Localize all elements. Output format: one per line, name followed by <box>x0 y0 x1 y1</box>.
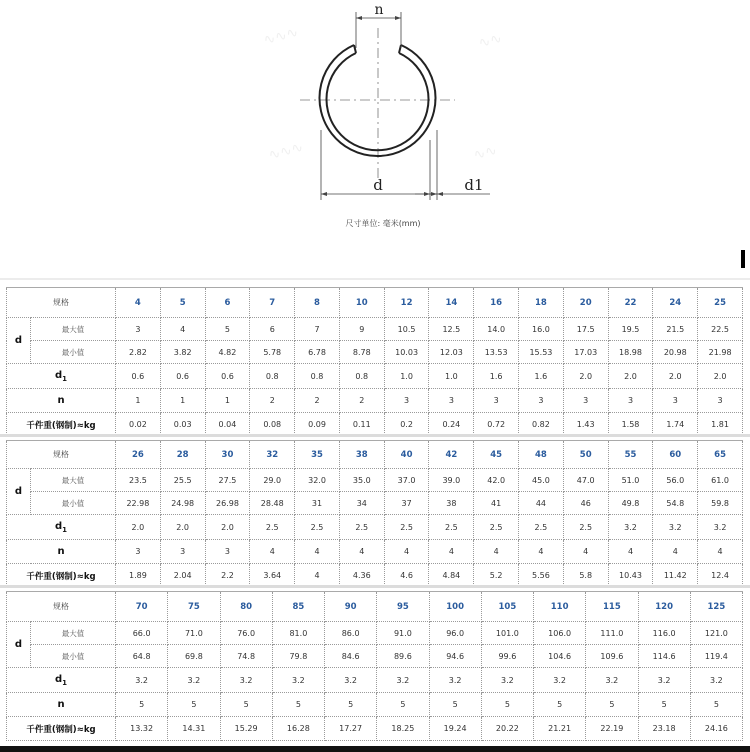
d-label: d <box>7 318 31 364</box>
table-row <box>7 341 743 364</box>
d1-label: $d_1$ <box>7 515 116 540</box>
d-max-cell: 16.0 <box>519 318 564 341</box>
n-cell: 1 <box>205 389 250 413</box>
weight-cell: 15.29 <box>220 717 272 741</box>
table-row <box>7 668 743 693</box>
weight-label: 千件重(钢制)≈kg <box>7 413 116 437</box>
weight-cell: 5.8 <box>563 564 608 588</box>
weight-cell: 4.36 <box>339 564 384 588</box>
size-cell: 85 <box>272 592 324 622</box>
size-cell: 22 <box>608 288 653 318</box>
n-cell: 4 <box>384 540 429 564</box>
weight-cell: 5.2 <box>474 564 519 588</box>
d-min-cell: 59.8 <box>698 492 743 515</box>
weight-cell: 22.19 <box>586 717 638 741</box>
n-cell: 3 <box>384 389 429 413</box>
table-row <box>7 389 743 413</box>
d-min-cell: 13.53 <box>474 341 519 364</box>
size-cell: 7 <box>250 288 295 318</box>
n-cell: 4 <box>295 540 340 564</box>
weight-cell: 12.4 <box>698 564 743 588</box>
weight-cell: 17.27 <box>325 717 377 741</box>
d1-cell: 0.6 <box>205 364 250 389</box>
d-max-cell: 10.5 <box>384 318 429 341</box>
weight-cell: 1.81 <box>698 413 743 437</box>
d1-cell: 1.6 <box>474 364 519 389</box>
n-cell: 5 <box>429 693 481 717</box>
weight-cell: 18.25 <box>377 717 429 741</box>
size-cell: 26 <box>116 441 161 469</box>
d1-cell: 0.6 <box>160 364 205 389</box>
table-row <box>7 540 743 564</box>
spec-header: 规格 <box>7 441 116 469</box>
d-min-cell: 38 <box>429 492 474 515</box>
d-min-cell: 34 <box>339 492 384 515</box>
d1-cell: 3.2 <box>638 668 690 693</box>
n-cell: 4 <box>608 540 653 564</box>
n-cell: 4 <box>250 540 295 564</box>
size-cell: 45 <box>474 441 519 469</box>
d1-cell: 2.5 <box>384 515 429 540</box>
d1-cell: 2.0 <box>698 364 743 389</box>
d-min-cell: 109.6 <box>586 645 638 668</box>
d1-cell: 1.0 <box>429 364 474 389</box>
weight-cell: 2.04 <box>160 564 205 588</box>
d-max-cell: 6 <box>250 318 295 341</box>
d-min-cell: 4.82 <box>205 341 250 364</box>
d-min-cell: 46 <box>563 492 608 515</box>
n-cell: 5 <box>586 693 638 717</box>
divider <box>0 434 750 437</box>
size-cell: 65 <box>698 441 743 469</box>
weight-cell: 24.16 <box>690 717 742 741</box>
d-max-cell: 23.5 <box>116 469 161 492</box>
d1-cell: 2.0 <box>205 515 250 540</box>
d-min-cell: 54.8 <box>653 492 698 515</box>
unit-caption: 尺寸单位: 毫米(mm) <box>345 219 421 228</box>
d-max-cell: 27.5 <box>205 469 250 492</box>
d-min-cell: 74.8 <box>220 645 272 668</box>
d-max-cell: 7 <box>295 318 340 341</box>
d-min-cell: 2.82 <box>116 341 161 364</box>
d-min-cell: 49.8 <box>608 492 653 515</box>
d1-cell: 3.2 <box>272 668 324 693</box>
d-max-cell: 47.0 <box>563 469 608 492</box>
d-max-cell: 29.0 <box>250 469 295 492</box>
d-max-cell: 17.5 <box>563 318 608 341</box>
d-min-cell: 24.98 <box>160 492 205 515</box>
n-cell: 3 <box>429 389 474 413</box>
d-min-cell: 12.03 <box>429 341 474 364</box>
d-min-cell: 18.98 <box>608 341 653 364</box>
label-d1: d1 <box>464 176 484 194</box>
d1-cell: 3.2 <box>534 668 586 693</box>
d-max-cell: 4 <box>160 318 205 341</box>
n-cell: 3 <box>563 389 608 413</box>
d-min-cell: 69.8 <box>168 645 220 668</box>
spec-table-3 <box>6 591 743 741</box>
size-cell: 60 <box>653 441 698 469</box>
weight-cell: 1.89 <box>116 564 161 588</box>
d1-cell: 3.2 <box>220 668 272 693</box>
d1-cell: 2.5 <box>250 515 295 540</box>
n-cell: 3 <box>698 389 743 413</box>
weight-cell: 23.18 <box>638 717 690 741</box>
weight-cell: 0.03 <box>160 413 205 437</box>
n-cell: 4 <box>653 540 698 564</box>
d1-cell: 3.2 <box>653 515 698 540</box>
size-cell: 25 <box>698 288 743 318</box>
d-max-cell: 25.5 <box>160 469 205 492</box>
size-cell: 105 <box>481 592 533 622</box>
d-label: d <box>7 469 31 515</box>
d-max-cell: 121.0 <box>690 622 742 645</box>
weight-cell: 4.84 <box>429 564 474 588</box>
d-max-cell: 5 <box>205 318 250 341</box>
d1-cell: 2.0 <box>608 364 653 389</box>
min-label: 最小值 <box>31 341 116 364</box>
size-cell: 40 <box>384 441 429 469</box>
d-min-cell: 20.98 <box>653 341 698 364</box>
d1-cell: 3.2 <box>377 668 429 693</box>
weight-cell: 5.56 <box>519 564 564 588</box>
size-cell: 32 <box>250 441 295 469</box>
d1-cell: 3.2 <box>168 668 220 693</box>
weight-cell: 1.58 <box>608 413 653 437</box>
d-max-cell: 19.5 <box>608 318 653 341</box>
size-cell: 20 <box>563 288 608 318</box>
d-max-cell: 51.0 <box>608 469 653 492</box>
spec-header: 规格 <box>7 288 116 318</box>
d-min-cell: 119.4 <box>690 645 742 668</box>
weight-cell: 1.74 <box>653 413 698 437</box>
d-min-cell: 3.82 <box>160 341 205 364</box>
n-cell: 3 <box>474 389 519 413</box>
weight-cell: 0.72 <box>474 413 519 437</box>
size-cell: 4 <box>116 288 161 318</box>
weight-cell: 14.31 <box>168 717 220 741</box>
n-cell: 4 <box>429 540 474 564</box>
table-row <box>7 693 743 717</box>
d-label: d <box>7 622 31 668</box>
size-cell: 100 <box>429 592 481 622</box>
n-cell: 3 <box>653 389 698 413</box>
size-cell: 16 <box>474 288 519 318</box>
n-cell: 3 <box>205 540 250 564</box>
d-max-cell: 106.0 <box>534 622 586 645</box>
size-cell: 35 <box>295 441 340 469</box>
n-cell: 5 <box>220 693 272 717</box>
size-cell: 48 <box>519 441 564 469</box>
d-min-cell: 28.48 <box>250 492 295 515</box>
d1-cell: 3.2 <box>698 515 743 540</box>
spec-table-2 <box>6 440 743 588</box>
d1-cell: 1.6 <box>519 364 564 389</box>
size-cell: 18 <box>519 288 564 318</box>
size-cell: 110 <box>534 592 586 622</box>
table-row <box>7 622 743 645</box>
d-max-cell: 32.0 <box>295 469 340 492</box>
table-row <box>7 645 743 668</box>
d1-cell: 3.2 <box>608 515 653 540</box>
d-min-cell: 21.98 <box>698 341 743 364</box>
n-cell: 2 <box>295 389 340 413</box>
n-cell: 5 <box>534 693 586 717</box>
d-min-cell: 37 <box>384 492 429 515</box>
d1-cell: 1.0 <box>384 364 429 389</box>
d-max-cell: 3 <box>116 318 161 341</box>
d1-cell: 2.5 <box>339 515 384 540</box>
min-label: 最小值 <box>31 645 116 668</box>
d-max-cell: 66.0 <box>116 622 168 645</box>
svg-text:∿∿: ∿∿ <box>471 142 499 164</box>
d-min-cell: 41 <box>474 492 519 515</box>
watermark <box>262 24 504 164</box>
table-row <box>7 288 743 318</box>
edge-marker <box>741 250 745 268</box>
weight-cell: 2.2 <box>205 564 250 588</box>
size-cell: 70 <box>116 592 168 622</box>
spec-header: 规格 <box>7 592 116 622</box>
table-row <box>7 717 743 741</box>
d-min-cell: 89.6 <box>377 645 429 668</box>
weight-cell: 0.02 <box>116 413 161 437</box>
weight-cell: 0.04 <box>205 413 250 437</box>
table-row <box>7 364 743 389</box>
d-max-cell: 76.0 <box>220 622 272 645</box>
d1-cell: 2.5 <box>295 515 340 540</box>
bottom-border <box>0 746 750 752</box>
table-row <box>7 515 743 540</box>
d-max-cell: 71.0 <box>168 622 220 645</box>
d-max-cell: 22.5 <box>698 318 743 341</box>
d1-label: $d_1$ <box>7 668 116 693</box>
d-max-cell: 45.0 <box>519 469 564 492</box>
svg-text:∿∿∿: ∿∿∿ <box>266 139 306 164</box>
n-cell: 1 <box>160 389 205 413</box>
d1-cell: 3.2 <box>116 668 168 693</box>
d-max-cell: 86.0 <box>325 622 377 645</box>
d-min-cell: 10.03 <box>384 341 429 364</box>
size-cell: 50 <box>563 441 608 469</box>
weight-cell: 11.42 <box>653 564 698 588</box>
n-cell: 5 <box>638 693 690 717</box>
svg-text:∿∿: ∿∿ <box>476 30 504 52</box>
d-min-cell: 104.6 <box>534 645 586 668</box>
size-cell: 115 <box>586 592 638 622</box>
d-min-cell: 64.8 <box>116 645 168 668</box>
d-max-cell: 96.0 <box>429 622 481 645</box>
size-cell: 90 <box>325 592 377 622</box>
d1-cell: 2.5 <box>474 515 519 540</box>
weight-cell: 0.2 <box>384 413 429 437</box>
table-row <box>7 413 743 437</box>
weight-cell: 3.64 <box>250 564 295 588</box>
size-cell: 6 <box>205 288 250 318</box>
weight-cell: 20.22 <box>481 717 533 741</box>
d-max-cell: 12.5 <box>429 318 474 341</box>
size-cell: 24 <box>653 288 698 318</box>
n-cell: 4 <box>474 540 519 564</box>
table-row <box>7 318 743 341</box>
n-cell: 2 <box>250 389 295 413</box>
size-cell: 42 <box>429 441 474 469</box>
n-cell: 5 <box>377 693 429 717</box>
weight-cell: 0.82 <box>519 413 564 437</box>
n-label: n <box>7 540 116 564</box>
weight-cell: 0.09 <box>295 413 340 437</box>
table-row <box>7 441 743 469</box>
n-cell: 4 <box>339 540 384 564</box>
table-row <box>7 564 743 588</box>
max-label: 最大值 <box>31 469 116 492</box>
d-min-cell: 17.03 <box>563 341 608 364</box>
n-cell: 5 <box>116 693 168 717</box>
min-label: 最小值 <box>31 492 116 515</box>
size-cell: 5 <box>160 288 205 318</box>
d1-cell: 3.2 <box>429 668 481 693</box>
d-min-cell: 8.78 <box>339 341 384 364</box>
divider <box>0 585 750 588</box>
n-cell: 1 <box>116 389 161 413</box>
weight-cell: 16.28 <box>272 717 324 741</box>
n-cell: 4 <box>519 540 564 564</box>
table-row <box>7 469 743 492</box>
d-min-cell: 15.53 <box>519 341 564 364</box>
weight-cell: 0.24 <box>429 413 474 437</box>
size-cell: 125 <box>690 592 742 622</box>
d1-cell: 2.0 <box>653 364 698 389</box>
size-cell: 38 <box>339 441 384 469</box>
n-label: n <box>7 693 116 717</box>
size-cell: 30 <box>205 441 250 469</box>
ring-diagram <box>0 0 750 250</box>
d-min-cell: 99.6 <box>481 645 533 668</box>
weight-cell: 0.11 <box>339 413 384 437</box>
d-max-cell: 81.0 <box>272 622 324 645</box>
d1-cell: 2.0 <box>160 515 205 540</box>
n-cell: 5 <box>272 693 324 717</box>
weight-cell: 13.32 <box>116 717 168 741</box>
weight-label: 千件重(钢制)≈kg <box>7 564 116 588</box>
d1-cell: 2.5 <box>429 515 474 540</box>
max-label: 最大值 <box>31 622 116 645</box>
n-cell: 3 <box>160 540 205 564</box>
size-cell: 10 <box>339 288 384 318</box>
d1-cell: 2.0 <box>116 515 161 540</box>
ring-inner-arc <box>327 53 429 150</box>
n-cell: 3 <box>519 389 564 413</box>
divider <box>0 278 750 280</box>
d1-cell: 3.2 <box>586 668 638 693</box>
ring-outer-arc <box>319 45 435 156</box>
d1-cell: 0.8 <box>250 364 295 389</box>
size-cell: 14 <box>429 288 474 318</box>
n-cell: 3 <box>116 540 161 564</box>
d-min-cell: 94.6 <box>429 645 481 668</box>
d-max-cell: 37.0 <box>384 469 429 492</box>
weight-label: 千件重(钢制)≈kg <box>7 717 116 741</box>
size-cell: 75 <box>168 592 220 622</box>
n-label: n <box>7 389 116 413</box>
label-n: n <box>374 2 384 18</box>
d-max-cell: 61.0 <box>698 469 743 492</box>
d-max-cell: 101.0 <box>481 622 533 645</box>
size-cell: 8 <box>295 288 340 318</box>
weight-cell: 10.43 <box>608 564 653 588</box>
d1-label: $d_1$ <box>7 364 116 389</box>
d-min-cell: 22.98 <box>116 492 161 515</box>
table-row <box>7 592 743 622</box>
d-max-cell: 116.0 <box>638 622 690 645</box>
d1-cell: 2.5 <box>563 515 608 540</box>
size-cell: 95 <box>377 592 429 622</box>
d1-cell: 3.2 <box>690 668 742 693</box>
size-cell: 28 <box>160 441 205 469</box>
d-min-cell: 5.78 <box>250 341 295 364</box>
d1-cell: 2.5 <box>519 515 564 540</box>
d-max-cell: 56.0 <box>653 469 698 492</box>
size-cell: 80 <box>220 592 272 622</box>
weight-cell: 4.6 <box>384 564 429 588</box>
d-max-cell: 111.0 <box>586 622 638 645</box>
n-cell: 4 <box>698 540 743 564</box>
table-row <box>7 492 743 515</box>
d-max-cell: 9 <box>339 318 384 341</box>
n-cell: 5 <box>325 693 377 717</box>
n-cell: 2 <box>339 389 384 413</box>
size-cell: 12 <box>384 288 429 318</box>
d1-cell: 3.2 <box>325 668 377 693</box>
weight-cell: 21.21 <box>534 717 586 741</box>
d-min-cell: 79.8 <box>272 645 324 668</box>
d-min-cell: 6.78 <box>295 341 340 364</box>
n-cell: 5 <box>690 693 742 717</box>
d-min-cell: 26.98 <box>205 492 250 515</box>
max-label: 最大值 <box>31 318 116 341</box>
weight-cell: 19.24 <box>429 717 481 741</box>
svg-text:∿∿∿: ∿∿∿ <box>261 24 301 49</box>
n-cell: 5 <box>168 693 220 717</box>
label-d: d <box>373 176 383 194</box>
weight-cell: 0.08 <box>250 413 295 437</box>
d1-cell: 0.8 <box>295 364 340 389</box>
spec-table-1 <box>6 287 743 437</box>
d-min-cell: 31 <box>295 492 340 515</box>
d1-cell: 3.2 <box>481 668 533 693</box>
size-cell: 55 <box>608 441 653 469</box>
n-cell: 3 <box>608 389 653 413</box>
d1-cell: 0.6 <box>116 364 161 389</box>
n-cell: 4 <box>563 540 608 564</box>
d1-cell: 0.8 <box>339 364 384 389</box>
d-max-cell: 91.0 <box>377 622 429 645</box>
d-min-cell: 84.6 <box>325 645 377 668</box>
n-cell: 5 <box>481 693 533 717</box>
d-max-cell: 14.0 <box>474 318 519 341</box>
d-max-cell: 42.0 <box>474 469 519 492</box>
d1-cell: 2.0 <box>563 364 608 389</box>
weight-cell: 1.43 <box>563 413 608 437</box>
d-max-cell: 39.0 <box>429 469 474 492</box>
d-max-cell: 35.0 <box>339 469 384 492</box>
d-min-cell: 114.6 <box>638 645 690 668</box>
d-min-cell: 44 <box>519 492 564 515</box>
d-max-cell: 21.5 <box>653 318 698 341</box>
weight-cell: 4 <box>295 564 340 588</box>
size-cell: 120 <box>638 592 690 622</box>
